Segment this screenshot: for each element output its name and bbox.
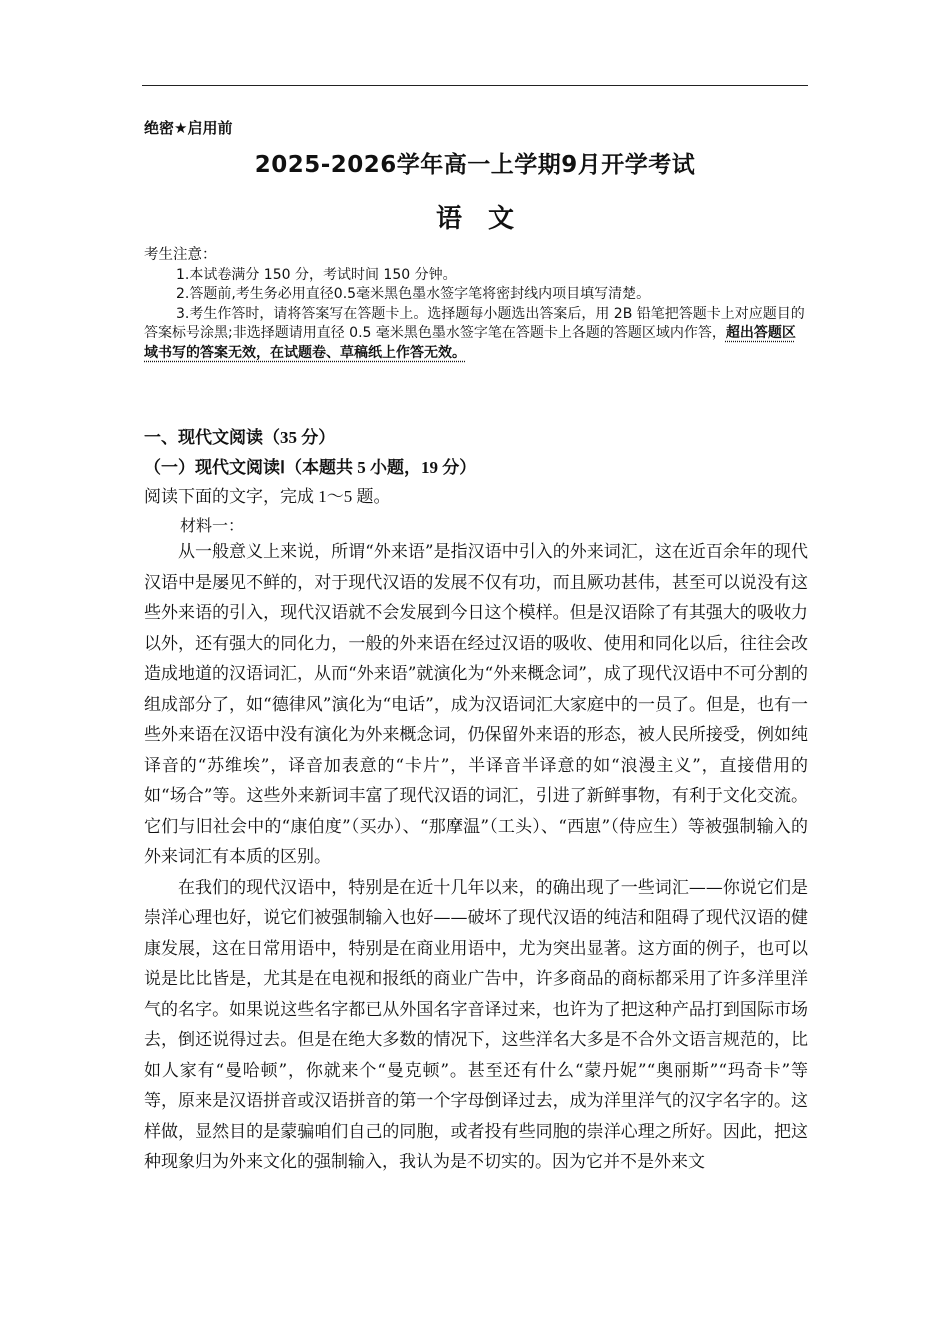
section-heading-part1: 一、现代文阅读（35 分） xyxy=(144,428,336,447)
section-subheading: （一）现代文阅读Ⅰ（本题共 5 小题，19 分） xyxy=(144,458,477,477)
reading-instruction: 阅读下面的文字，完成 1～5 题。 xyxy=(144,487,391,506)
notice-item-1: 1.本试卷满分 150 分，考试时间 150 分钟。 xyxy=(176,266,457,283)
top-rule xyxy=(142,85,808,86)
exam-title: 2025-2026学年高一上学期9月开学考试 xyxy=(254,152,696,178)
notice-item-3-emphasis: 超出答题区域书写的答案无效，在试题卷、草稿纸上作答无效。 xyxy=(144,325,796,361)
passage-paragraph-1: 从一般意义上来说，所谓“外来语”是指汉语中引入的外来词汇，这在近百余年的现代汉语中是屡见不鲜的，对于现代汉语的发展不仅有功，而且厥功甚伟，甚至可以说没有这些外来语的引入，现代汉语就不会发展到今日这个模样。但是汉语除了有其强大的吸收力以外，还有强大的同化力，一般的外来语在经过汉语的吸收、使用和同化以后，往往会改造成地道的汉语词汇，从而“外来语”就演化为“外来概念词”，成了现代汉语中不可分割的组成部分了，如“德律风”演化为“电话”，成为汉语词汇大家庭中的一员了。但是，也有一些外来语在汉语中没有演化为外来概念词，仍保留外来语的形态，被人民所接受，例如纯译音的“苏维埃”，译音加表意的“卡片”，半译音半译意的如“浪漫主义”，直接借用的如“场合”等。这些外来新词丰富了现代汉语的词汇，引进了新鲜事物，有利于文化交流。它们与旧社会中的“康伯度”（买办）、“那摩温”（工头）、“西崽”（侍应生）等被强制输入的外来词汇有本质的区别。 xyxy=(144,542,808,867)
notice-heading: 考生注意： xyxy=(144,247,217,263)
notice-item-3-text: 3.考生作答时，请将答案写在答题卡上。选择题每小题选出答案后，用 2B 铅笔把答题卡上对应题目的答案标号涂黑;非选择题请用直径 0.5 毫米黑色墨水签字笔在答题卡上各题的答题区域内作答， xyxy=(144,305,805,341)
material-label: 材料一： xyxy=(180,516,245,535)
passage-paragraph-2: 在我们的现代汉语中，特别是在近十几年以来，的确出现了一些词汇——你说它们是崇洋心理也好，说它们被强制输入也好——破坏了现代汉语的纯洁和阻碍了现代汉语的健康发展，这在日常用语中，特别是在商业用语中，尤为突出显著。这方面的例子，也可以说是比比皆是，尤其是在电视和报纸的商业广告中，许多商品的商标都采用了许多洋里洋气的名字。如果说这些名字都已从外国名字音译过来，也许为了把这种产品打到国际市场去，倒还说得过去。但是在绝大多数的情况下，这些洋名大多是不合外文语言规范的，比如人家有“曼哈顿”，你就来个“曼克顿”。甚至还有什么“蒙丹妮”“奥丽斯”“玛奇卡”等等，原来是汉语拼音或汉语拼音的第一个字母倒译过去，成为洋里洋气的汉字名字的。这样做，显然目的是蒙骗咱们自己的同胞，或者投有些同胞的崇洋心理之所好。因此，把这种现象归为外来文化的强制输入，我认为是不切实的。因为它并不是外来文 xyxy=(144,877,808,1172)
exam-notice xyxy=(144,246,808,363)
subject-title: 语 文 xyxy=(435,204,514,234)
confidential-label: 绝密★启用前 xyxy=(144,119,233,137)
notice-item-2: 2.答题前,考生务必用直径0.5毫米黑色墨水签字笔将密封线内项目填写清楚。 xyxy=(176,286,651,302)
notice-item-3 xyxy=(144,305,808,364)
passage-text xyxy=(144,537,808,1178)
